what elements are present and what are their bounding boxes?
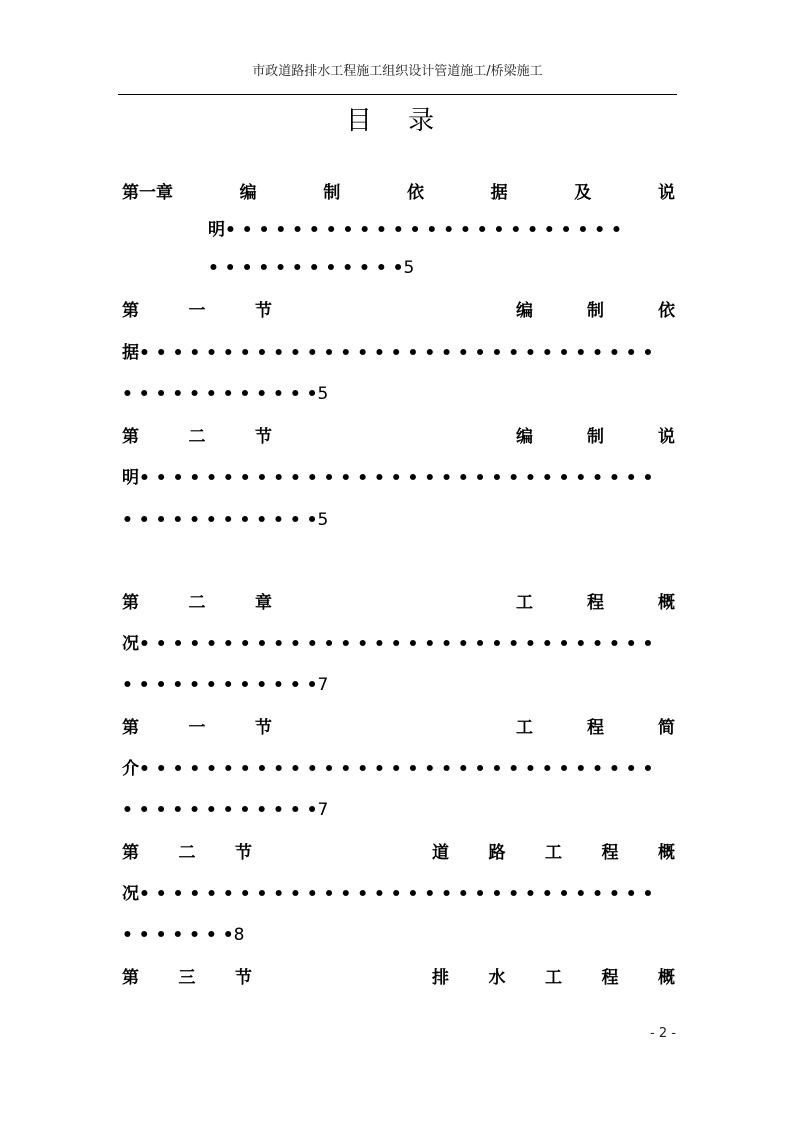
toc-entry-ch1-page [208, 255, 414, 281]
leader-dots: • • • • • • • • • • • • • • • • • • • • • • • • • • • • • • • [139, 343, 654, 363]
leader-dots: • • • • • • • • • • • • [122, 510, 318, 530]
toc-entry-ch1-s2-page [122, 507, 328, 533]
leader-dots: • • • • • • • • • • • • • • • • • • • • • • • • • • • • • • • [139, 759, 654, 779]
toc-entry-ch1-s2-cont: 明• • • • • • • • • • • • • • • • • • • • • • • • • • • • • • • [122, 468, 654, 488]
leader-dots: • • • • • • • • • • • • • • • • • • • • • • • • • • • • • • • [139, 634, 654, 654]
page-number: 7 [317, 675, 329, 695]
toc-word: 制 [323, 183, 341, 203]
leader-dots: • • • • • • • • • • • • • • • • • • • • • • • • [225, 220, 622, 240]
toc-entry-ch2-s2[interactable]: 第 二 节 道 路 工 程 概 [122, 843, 675, 863]
toc-entry-ch2-page [122, 672, 328, 698]
toc-entry-ch1-s1-page [122, 381, 328, 407]
toc-entry-ch2-s3[interactable]: 第 三 节 排 水 工 程 概 [122, 968, 675, 988]
page-number: 7 [317, 800, 329, 820]
leader-dots: • • • • • • • • • • • • • • • • • • • • • • • • • • • • • • • [139, 468, 654, 488]
leader-dots: • • • • • • • [122, 925, 234, 945]
leader-dots: • • • • • • • • • • • • [122, 675, 318, 695]
toc-word: 依 [406, 183, 424, 203]
leader-dots: • • • • • • • • • • • • • • • • • • • • • • • • • • • • • • • [139, 884, 654, 904]
toc-entry-ch2-s2-page [122, 922, 244, 948]
toc-title: 目 录 [345, 106, 449, 136]
toc-entry-ch2-s1-cont: 介• • • • • • • • • • • • • • • • • • • • • • • • • • • • • • • [122, 759, 654, 779]
toc-entry-ch2-s1-page [122, 797, 328, 823]
toc-word: 据 [490, 183, 508, 203]
page-number: 5 [317, 510, 329, 530]
leader-dots: • • • • • • • • • • • • [208, 258, 404, 278]
page-footer-number: - 2 - [650, 1026, 676, 1041]
page-number: 5 [403, 258, 415, 278]
leader-dots: • • • • • • • • • • • • [122, 800, 318, 820]
toc-entry-ch2-cont: 况• • • • • • • • • • • • • • • • • • • • • • • • • • • • • • • [122, 634, 654, 654]
toc-word: 编 [239, 183, 257, 203]
toc-entry-ch1-s1[interactable]: 第 一 节 编 制 依 [122, 301, 675, 321]
page-number: 5 [317, 384, 329, 404]
toc-entry-ch1[interactable] [122, 180, 675, 206]
toc-word: 第一章 [122, 183, 173, 203]
toc-entry-ch1-s1-cont: 据• • • • • • • • • • • • • • • • • • • • • • • • • • • • • • • [122, 343, 654, 363]
running-header: 市政道路排水工程施工组织设计管道施工/桥梁施工 [252, 64, 543, 79]
toc-entry-ch2-s2-cont: 况• • • • • • • • • • • • • • • • • • • • • • • • • • • • • • • [122, 884, 654, 904]
toc-entry-ch2-s1[interactable]: 第 一 节 工 程 简 [122, 718, 675, 738]
toc-entry-ch1-s2[interactable]: 第 二 节 编 制 说 [122, 427, 675, 447]
toc-word: 及 [574, 183, 592, 203]
toc-entry-ch2[interactable]: 第 二 章 工 程 概 [122, 593, 675, 613]
header-rule [118, 94, 677, 95]
toc-entry-ch1-cont: 明• • • • • • • • • • • • • • • • • • • • • • • • [208, 220, 622, 240]
leader-dots: • • • • • • • • • • • • [122, 384, 318, 404]
page-number: 8 [233, 925, 245, 945]
toc-word: 说 [657, 183, 675, 203]
